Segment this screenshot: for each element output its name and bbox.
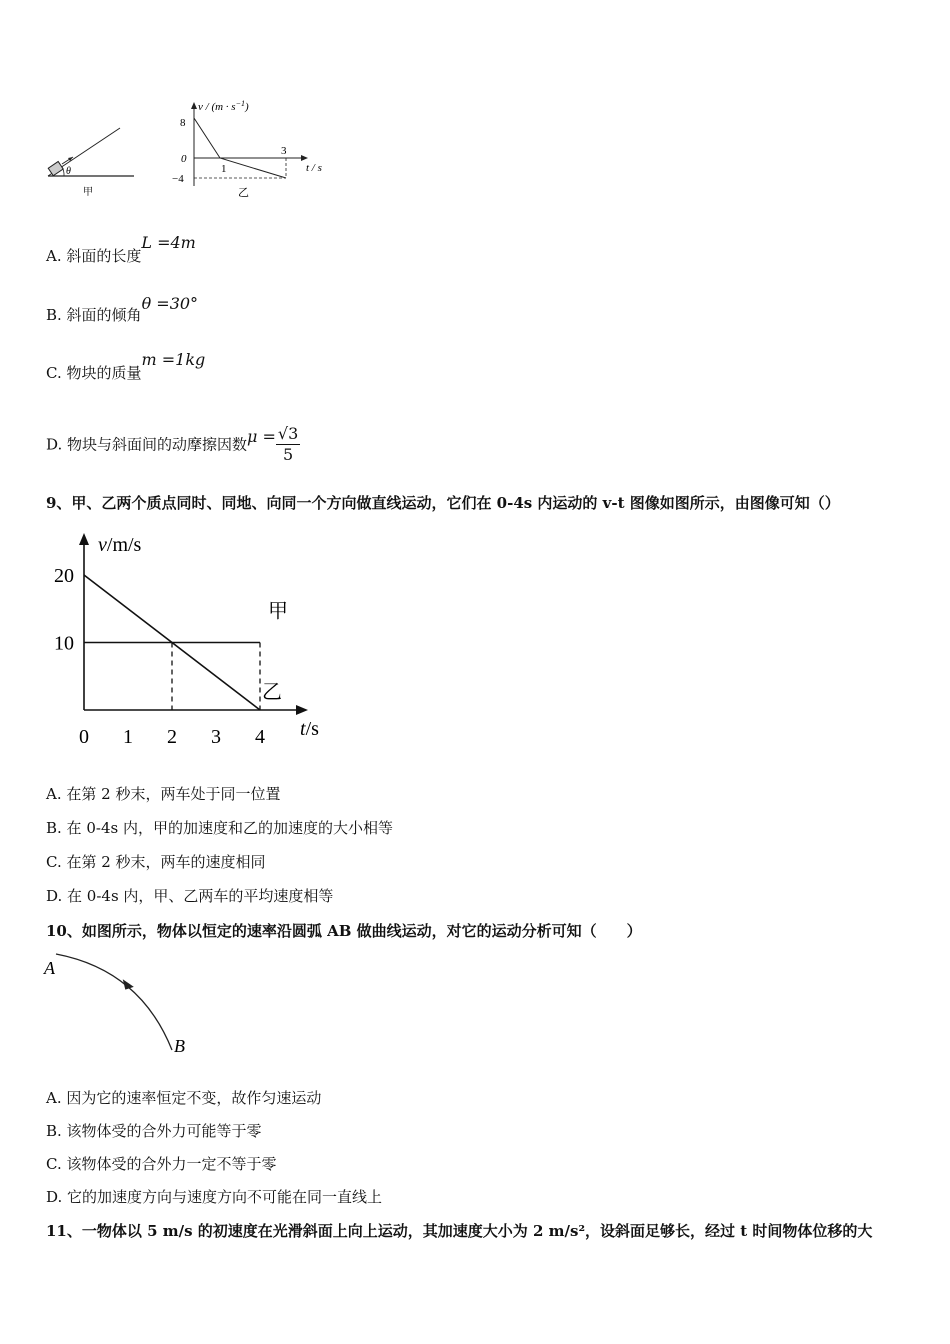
q10-stem: 10、如图所示，物体以恒定的速率沿圆弧 AB 做曲线运动，对它的运动分析可知（ ） [46, 922, 642, 940]
label-b: B [174, 1036, 185, 1056]
q10-option-a[interactable]: A. 因为它的速率恒定不变，故作匀速运动 [46, 1089, 322, 1107]
x-tick-label: 2 [167, 726, 177, 748]
q9-option-c[interactable]: C. 在第 2 秒末，两车的速度相同 [46, 853, 266, 871]
x-tick-label: 0 [79, 726, 89, 748]
x-tick-label: 3 [211, 726, 221, 748]
y-tick-label: 20 [54, 565, 74, 587]
x-tick-label: 1 [123, 726, 133, 748]
tick-8: 8 [180, 117, 186, 129]
fraction: $\frac{√3}{5}$ [277, 424, 299, 464]
q8-option-a[interactable]: A. 斜面的长度L =4m [46, 233, 196, 265]
q10-option-d[interactable]: D. 它的加速度方向与速度方向不可能在同一直线上 [46, 1188, 383, 1206]
y-axis-label: v/m/s [98, 534, 142, 556]
y-tick-label: 10 [54, 632, 74, 655]
y-axis-arrow [79, 533, 89, 545]
yi-label: 乙 [238, 187, 249, 199]
q10-option-c[interactable]: C. 该物体受的合外力一定不等于零 [46, 1155, 277, 1173]
label-a: A [44, 958, 55, 978]
series-label-yi: 乙 [262, 681, 282, 704]
q9-option-d[interactable]: D. 在 0-4s 内，甲、乙两车的平均速度相等 [46, 887, 334, 905]
tick-1: 1 [221, 163, 227, 175]
x-axis-label: t/s [300, 718, 319, 740]
x-axis-label: t / s [306, 162, 322, 174]
q9-stem: 9、甲、乙两个质点同时、同地、向同一个方向做直线运动，它们在 0-4s 内运动的 v-t 图像如图所示，由图像可知（） [46, 494, 840, 512]
x-axis-arrow [296, 705, 308, 715]
q9-option-a[interactable]: A. 在第 2 秒末，两车处于同一位置 [46, 785, 281, 803]
q11-stem: 11、一物体以 5 m/s 的初速度在光滑斜面上向上运动，其加速度大小为 2 m/s²，设斜面足够长，经过 t 时间物体位移的大 [46, 1222, 873, 1240]
series-label-jia: 甲 [268, 600, 288, 623]
vt-chart [40, 525, 340, 755]
x-tick-label: 4 [255, 726, 265, 748]
theta-label: θ [66, 166, 71, 177]
y-axis-label: $v / (m \cdot s^{-1})$ [198, 99, 249, 113]
q8-option-b[interactable]: B. 斜面的倾角θ =30° [46, 294, 199, 324]
jia-label: 甲 [83, 187, 93, 198]
q10-option-b[interactable]: B. 该物体受的合外力可能等于零 [46, 1122, 262, 1140]
q8-option-d[interactable]: D. 物块与斜面间的动摩擦因数μ = $\frac{√3}{5}$ [46, 424, 299, 464]
arc-figure [40, 950, 200, 1060]
q9-option-b[interactable]: B. 在 0-4s 内，甲的加速度和乙的加速度的大小相等 [46, 819, 393, 837]
tick-minus-4: −4 [172, 173, 184, 185]
tick-3: 3 [281, 145, 287, 157]
incline-figure [40, 120, 140, 200]
tick-0: 0 [181, 153, 187, 165]
q8-option-c[interactable]: C. 物块的质量m =1kg [46, 350, 206, 382]
vt-small-figure [168, 96, 338, 204]
